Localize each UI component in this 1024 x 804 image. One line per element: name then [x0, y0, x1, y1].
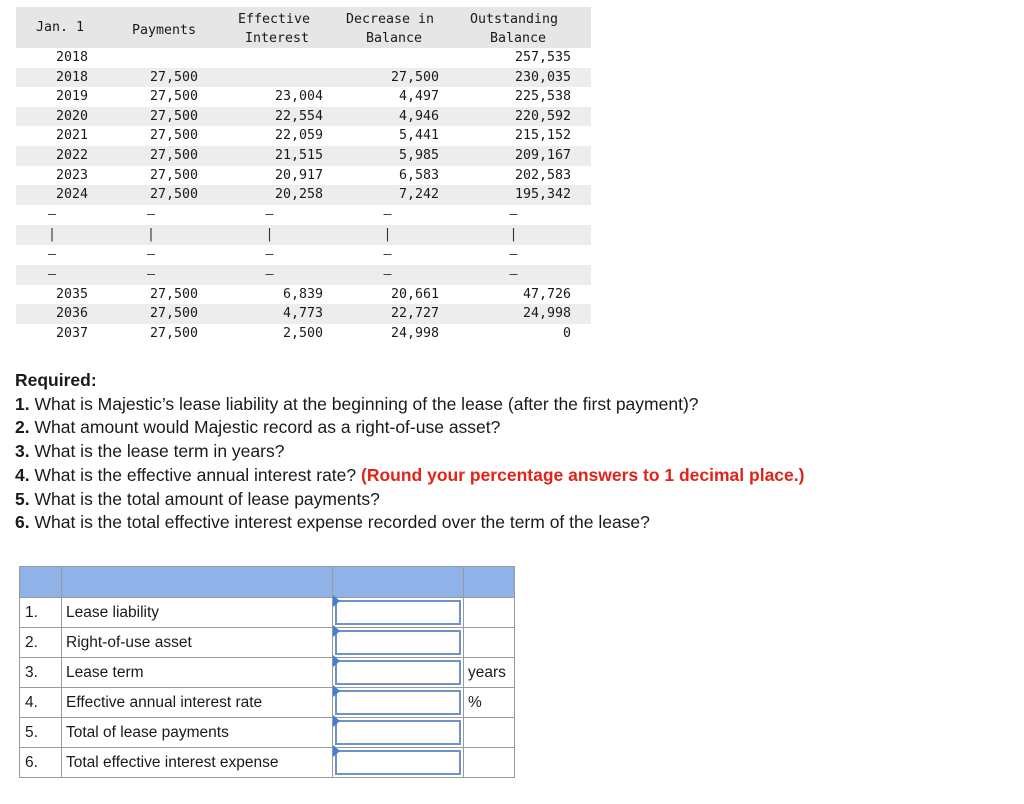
schedule-cell: 20,661 [390, 286, 439, 302]
answer-input-box [335, 690, 461, 715]
schedule-row [16, 126, 591, 146]
answer-unit [464, 748, 515, 778]
question-text: What is the lease term in years? [29, 441, 285, 462]
schedule-cell: 27,500 [149, 69, 198, 85]
schedule-row [16, 185, 591, 205]
answer-unit [464, 628, 515, 658]
schedule-row [16, 68, 591, 88]
answer-label: Right-of-use asset [62, 628, 333, 658]
schedule-cell: 20,917 [274, 167, 323, 183]
answer-number: 3. [20, 658, 62, 688]
schedule-row [16, 166, 591, 186]
schedule-cell: 4,946 [398, 108, 439, 124]
answer-input-box [335, 750, 461, 775]
answer-input[interactable] [337, 662, 459, 683]
question-item [15, 511, 1015, 535]
schedule-cell: — [383, 246, 392, 262]
answer-number: 1. [20, 598, 62, 628]
schedule-cell: 2020 [55, 108, 88, 124]
schedule-cell: 0 [562, 325, 571, 341]
answer-input-box [335, 600, 461, 625]
schedule-cell: 2019 [55, 89, 88, 105]
input-marker-icon [333, 715, 340, 727]
answer-label: Lease term [62, 658, 333, 688]
schedule-cell: 20,258 [274, 187, 323, 203]
schedule-cell: 2018 [55, 69, 88, 85]
answer-input-box [335, 720, 461, 745]
schedule-cell: | [146, 226, 155, 242]
question-text: What is the total effective interest expense recorded over the term of the lease? [29, 512, 650, 533]
schedule-row [16, 48, 591, 68]
schedule-row [16, 146, 591, 166]
question-number: 2. [15, 417, 30, 438]
answer-input[interactable] [337, 692, 459, 713]
header-cell [464, 567, 515, 598]
schedule-cell: 7,242 [398, 187, 439, 203]
schedule-cell: 24,998 [390, 325, 439, 341]
answer-row [20, 718, 515, 748]
schedule-cell: — [146, 266, 155, 282]
schedule-cell: 257,535 [514, 50, 571, 65]
header-interest-line1: Effective [238, 12, 311, 27]
answer-input-cell [333, 748, 464, 778]
question-number: 4. [15, 464, 30, 485]
schedule-cell: — [146, 206, 155, 222]
header-decrease-line2: Balance [366, 31, 423, 46]
schedule-cell: — [146, 246, 155, 262]
schedule-cell: 2021 [55, 128, 88, 144]
schedule-cell: | [265, 226, 274, 242]
question-text: What is the total amount of lease payments? [29, 488, 380, 509]
schedule-cell: 2018 [55, 50, 88, 65]
question-number: 5. [15, 488, 30, 509]
schedule-cell: — [265, 266, 274, 282]
schedule-cell: — [383, 266, 392, 282]
schedule-row [16, 87, 591, 107]
header-interest-line2: Interest [245, 31, 310, 46]
schedule-cell: 24,998 [522, 306, 571, 322]
schedule-cell: 225,538 [514, 89, 571, 105]
input-marker-icon [333, 595, 340, 607]
answer-label: Total of lease payments [62, 718, 333, 748]
question-number: 1. [15, 393, 30, 414]
schedule-cell: — [509, 206, 518, 222]
question-item [15, 393, 1015, 417]
answer-number: 6. [20, 748, 62, 778]
answer-row [20, 748, 515, 778]
answer-number: 5. [20, 718, 62, 748]
header-jan1: Jan. 1 [36, 20, 85, 35]
schedule-cell: 27,500 [149, 89, 198, 105]
header-cell [20, 567, 62, 598]
schedule-cell: 195,342 [514, 187, 571, 203]
schedule-cell: 209,167 [514, 147, 571, 163]
answer-input[interactable] [337, 632, 459, 653]
question-item [15, 440, 1015, 464]
schedule-cell: 27,500 [149, 286, 198, 302]
schedule-cell: 2036 [55, 306, 88, 322]
question-number: 3. [15, 441, 30, 462]
header-outstanding-line1: Outstanding [470, 12, 559, 27]
schedule-gap-row [16, 245, 591, 265]
answer-row [20, 688, 515, 718]
schedule-header [16, 7, 591, 48]
schedule-cell: 22,727 [390, 306, 439, 322]
question-item [15, 488, 1015, 512]
schedule-cell: — [47, 246, 56, 262]
schedule-cell: — [509, 246, 518, 262]
input-marker-icon [333, 685, 340, 697]
answer-number: 2. [20, 628, 62, 658]
answer-input-cell [333, 628, 464, 658]
schedule-cell: — [265, 206, 274, 222]
schedule-row [16, 285, 591, 305]
schedule-cell: 4,497 [398, 89, 439, 105]
schedule-cell: 2022 [55, 147, 88, 163]
schedule-cell: 27,500 [149, 187, 198, 203]
schedule-gap-row [16, 225, 591, 245]
schedule-cell: 2024 [55, 187, 88, 203]
schedule-cell: | [47, 226, 56, 242]
answer-label: Effective annual interest rate [62, 688, 333, 718]
schedule-gap-row [16, 265, 591, 285]
schedule-cell: — [383, 206, 392, 222]
question-item [15, 464, 1015, 488]
input-marker-icon [333, 745, 340, 757]
question-text: What amount would Majestic record as a right-of-use asset? [29, 417, 501, 438]
schedule-cell: 202,583 [514, 167, 571, 183]
schedule-cell: 27,500 [149, 325, 198, 341]
schedule-cell: 4,773 [282, 306, 323, 322]
question-text: What is Majestic’s lease liability at the beginning of the lease (after the first payment)? [29, 393, 699, 414]
answer-input-box [335, 630, 461, 655]
schedule-cell: — [47, 206, 56, 222]
schedule-cell: 220,592 [514, 108, 571, 124]
answer-table [19, 566, 515, 778]
schedule-row [16, 304, 591, 324]
header-payments: Payments [132, 23, 197, 38]
schedule-cell: 2023 [55, 167, 88, 183]
schedule-cell: 27,500 [390, 69, 439, 85]
header-decrease-line1: Decrease in [346, 12, 435, 27]
schedule-cell: 27,500 [149, 108, 198, 124]
required-title: Required: [15, 370, 97, 390]
header-outstanding-line2: Balance [490, 31, 547, 46]
schedule-cell: 27,500 [149, 167, 198, 183]
answer-input-cell [333, 718, 464, 748]
schedule-cell: 23,004 [274, 89, 323, 105]
answer-input[interactable] [337, 602, 459, 623]
answer-input-box [335, 660, 461, 685]
schedule-cell: — [265, 246, 274, 262]
required-section [15, 369, 1015, 535]
schedule-cell: | [383, 226, 392, 242]
question-text: What is the effective annual interest rate? [29, 464, 361, 485]
answer-input-cell [333, 658, 464, 688]
question-number: 6. [15, 512, 30, 533]
schedule-cell: 27,500 [149, 147, 198, 163]
schedule-row [16, 324, 591, 344]
answer-number: 4. [20, 688, 62, 718]
schedule-row [16, 107, 591, 127]
schedule-cell: 2035 [55, 286, 88, 302]
amortization-schedule [16, 7, 591, 344]
schedule-cell: 5,985 [398, 147, 439, 163]
schedule-cell: 230,035 [514, 69, 571, 85]
input-marker-icon [333, 655, 340, 667]
schedule-gap-row [16, 205, 591, 225]
schedule-cell: | [509, 226, 518, 242]
answer-row [20, 658, 515, 688]
answer-label: Total effective interest expense [62, 748, 333, 778]
schedule-cell: 27,500 [149, 306, 198, 322]
schedule-cell: — [47, 266, 56, 282]
schedule-body [16, 48, 591, 344]
answer-table-header [20, 567, 515, 598]
schedule-cell: 21,515 [274, 147, 323, 163]
schedule-cell: 27,500 [149, 128, 198, 144]
input-marker-icon [333, 625, 340, 637]
question-list [15, 393, 1015, 535]
header-cell [333, 567, 464, 598]
answer-row [20, 598, 515, 628]
question-item [15, 416, 1015, 440]
schedule-cell: 47,726 [522, 286, 571, 302]
schedule-cell: — [509, 266, 518, 282]
schedule-cell: 215,152 [514, 128, 571, 144]
answer-unit [464, 598, 515, 628]
schedule-cell: 22,554 [274, 108, 323, 124]
schedule-cell: 2037 [55, 325, 88, 341]
answer-input[interactable] [337, 752, 459, 773]
schedule-cell: 6,839 [282, 286, 323, 302]
answer-input-cell [333, 598, 464, 628]
schedule-cell: 2,500 [282, 325, 323, 341]
answer-unit: % [464, 688, 515, 718]
answer-row [20, 628, 515, 658]
schedule-cell: 6,583 [398, 167, 439, 183]
answer-unit [464, 718, 515, 748]
answer-input-cell [333, 688, 464, 718]
schedule-cell: 5,441 [398, 128, 439, 144]
answer-unit: years [464, 658, 515, 688]
answer-input[interactable] [337, 722, 459, 743]
schedule-cell: 22,059 [274, 128, 323, 144]
answer-label: Lease liability [62, 598, 333, 628]
rounding-note: (Round your percentage answers to 1 decimal place.) [361, 464, 805, 485]
header-cell [62, 567, 333, 598]
